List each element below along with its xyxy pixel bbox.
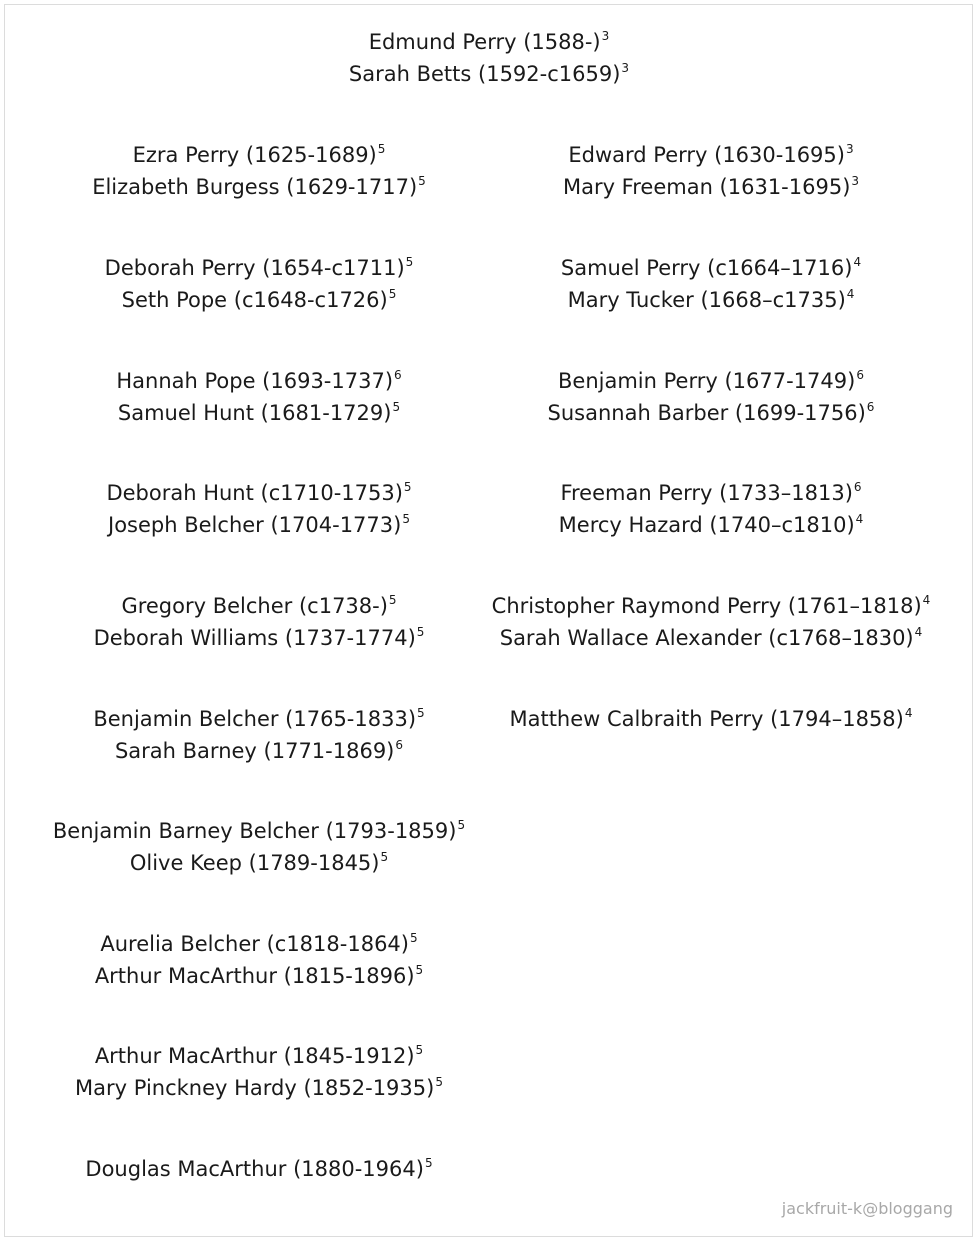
spouse-name: Sarah Barney (1771-1869)$^6$ (114, 738, 404, 763)
right-couple-gen-5 (466, 590, 956, 654)
left-couple-gen-1 (14, 139, 504, 203)
spouse-name: Mary Tucker $(1668-c1735)^4$ (567, 287, 855, 312)
spouse-name: Mary Pinckney Hardy (1852-1935)$^5$ (75, 1075, 443, 1100)
right-person-gen-6 (466, 703, 956, 735)
left-couple-gen-2 (14, 252, 504, 316)
source-note: 6 (856, 368, 864, 382)
right-couple-gen-2 (466, 252, 956, 316)
person-name: Christopher Raymond Perry (1761–1818)$^4$ (491, 593, 931, 618)
left-couple-gen-9 (14, 1040, 504, 1104)
person-name: Matthew Calbraith Perry (1794–1858)$^4$ (509, 706, 913, 731)
left-couple-gen-8 (14, 928, 504, 992)
spouse-name: Samuel Hunt (1681-1729)$^5$ (117, 400, 401, 425)
left-couple-gen-6 (14, 703, 504, 767)
root-couple (244, 26, 734, 90)
source-note: 3 (601, 29, 610, 43)
left-couple-gen-5 (14, 590, 504, 654)
spouse-name: Mercy Hazard $(1740-c1810)^4$ (558, 512, 864, 537)
person-name: Deborah Perry $(1654-c1711)^5$ (104, 255, 414, 280)
spouse-name: Seth Pope $(c1648-c1726)^5$ (121, 287, 397, 312)
source-note: 3 (621, 61, 630, 75)
person-name: Douglas MacArthur (1880-1964)$^5$ (85, 1156, 433, 1181)
source-note: 3 (845, 142, 854, 156)
source-note: 4 (904, 706, 913, 720)
source-note: 5 (416, 625, 425, 639)
source-note: 6 (394, 368, 402, 382)
source-note: 4 (914, 625, 923, 639)
left-couple-gen-4 (14, 477, 504, 541)
source-note: 5 (388, 287, 397, 301)
person-name: Gregory Belcher $(c1738-)^5$ (121, 593, 397, 618)
source-note: 5 (418, 174, 426, 188)
person-name: Benjamin Belcher (1765-1833)$^5$ (93, 706, 425, 731)
spouse-name: Susannah Barber (1699-1756)$^6$ (547, 400, 875, 425)
source-note: 4 (853, 255, 862, 269)
source-note: 6 (866, 400, 875, 414)
source-note: 5 (380, 850, 389, 864)
source-note: 5 (405, 255, 414, 269)
source-note: 5 (392, 400, 401, 414)
right-couple-gen-4 (466, 477, 956, 541)
person-name: Samuel Perry $(c1664-1716)^4$ (560, 255, 862, 280)
source-note: 5 (402, 512, 410, 526)
spouse-name: Olive Keep (1789-1845)$^5$ (129, 850, 389, 875)
person-name: Edward Perry (1630-1695)$^3$ (568, 142, 854, 167)
source-note: 6 (853, 480, 862, 494)
spouse-name: Deborah Williams (1737-1774)$^5$ (93, 625, 425, 650)
watermark: jackfruit-k@bloggang (781, 1199, 953, 1218)
person-name: Aurelia Belcher $(c1818-1864)^5$ (100, 931, 418, 956)
source-note: 5 (424, 1156, 433, 1170)
spouse-name: Sarah Wallace Alexander $(c1768-1830)^4$ (499, 625, 923, 650)
spouse-name: Joseph Belcher (1704-1773)$^5$ (108, 512, 410, 537)
person-name: Arthur MacArthur (1845-1912)$^5$ (94, 1043, 424, 1068)
person-name: Freeman Perry (1733–1813)$^6$ (560, 480, 862, 505)
source-note: 5 (409, 931, 418, 945)
person-name: Benjamin Perry (1677-1749)$^6$ (558, 368, 864, 393)
spouse-name: Mary Freeman (1631-1695)$^3$ (562, 174, 860, 199)
person-name: Deborah Hunt $(c1710-1753)^5$ (106, 480, 412, 505)
left-couple-gen-7 (14, 815, 504, 879)
left-person-gen-10 (14, 1153, 504, 1185)
person-name: Ezra Perry (1625-1689)$^5$ (132, 142, 386, 167)
source-note: 5 (417, 706, 425, 720)
source-note: 6 (395, 738, 404, 752)
source-note: 5 (403, 480, 412, 494)
person-name: Edmund Perry $(1588-)^3$ (368, 29, 610, 54)
source-note: 5 (415, 1043, 424, 1057)
person-name: Benjamin Barney Belcher (1793-1859)$^5$ (52, 818, 466, 843)
source-note: 5 (435, 1075, 443, 1089)
source-note: 3 (851, 174, 860, 188)
spouse-name: Sarah Betts $(1592-c1659)^3$ (348, 61, 630, 86)
left-couple-gen-3 (14, 365, 504, 429)
source-note: 4 (855, 512, 864, 526)
source-note: 5 (377, 142, 386, 156)
spouse-name: Elizabeth Burgess (1629-1717)$^5$ (92, 174, 426, 199)
source-note: 4 (846, 287, 855, 301)
person-name: Hannah Pope (1693-1737)$^6$ (116, 368, 402, 393)
right-couple-gen-1 (466, 139, 956, 203)
source-note: 5 (415, 963, 424, 977)
right-couple-gen-3 (466, 365, 956, 429)
source-note: 4 (922, 593, 931, 607)
source-note: 5 (457, 818, 466, 832)
spouse-name: Arthur MacArthur (1815-1896)$^5$ (94, 963, 424, 988)
source-note: 5 (388, 593, 397, 607)
